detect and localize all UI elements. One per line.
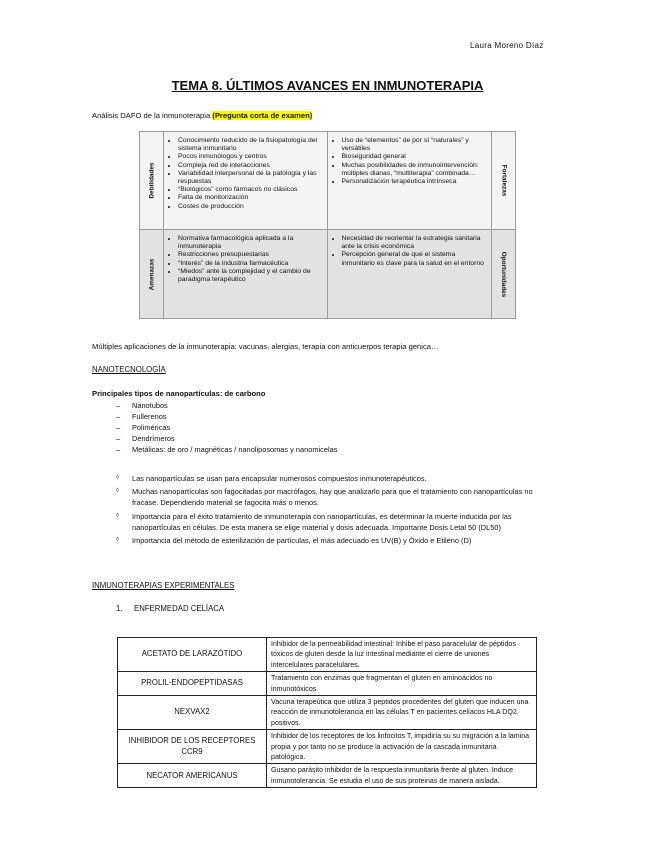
- list-item: • Costes de producción: [178, 203, 323, 211]
- nanotech-heading: NANOTECNOLOGÍA: [92, 365, 166, 374]
- list-item: – Nanotubos: [116, 400, 337, 411]
- list-item: • “Biológicos” como fármacos no clásicos: [178, 186, 323, 194]
- dafo-fortalezas: [328, 132, 492, 230]
- table-row: [118, 696, 537, 730]
- list-item: • “Interés” de la industria farmacéutica: [178, 260, 323, 268]
- nano-types-title: Principales tipos de nanopartículas: de carbono: [92, 389, 266, 398]
- nano-types-list: [116, 400, 337, 455]
- list-item: – Fullerenos: [116, 411, 337, 422]
- dafo-oportunidades: [328, 230, 492, 318]
- list-item: ◊ Importancia del método de esterilización de partículas, el más adecuado es UV(B) y Óxido e Etileno (D): [116, 535, 540, 546]
- table-row: [118, 638, 537, 672]
- dafo-label-fortalezas: Fortalezas: [491, 132, 515, 230]
- list-item: • Necesidad de reorientar la estrategia sanitaria ante la crisis económica: [342, 235, 488, 251]
- therapy-name: NEXVAX2: [118, 696, 267, 730]
- therapy-name: ACETATO DE LARAZÓTIDO: [118, 638, 267, 672]
- therapy-name: PROLIL-ENDOPEPTIDASAS: [118, 672, 267, 696]
- list-item: • “Miedos” ante la complejidad y el cambio de paradigma terapéutico: [178, 268, 323, 284]
- therapy-name: INHIBIDOR DE LOS RECEPTORES CCR9: [118, 730, 267, 764]
- list-item: • Restricciones presupuestarias: [178, 251, 323, 259]
- list-item: • Muchas posibilidades de inmunointervención: múltiples dianas, “multiterapia” combinada…: [342, 162, 488, 178]
- list-item: ◊ Importancia para el éxito tratamiento de inmunoterapia con nanopartículas, es determinar la muerte inducida por las nanopartículas en células. De esta manera se elige material y dosis adecuada. Importante Dosis Letal 50 (DL50): [116, 511, 540, 533]
- author-name: Laura Moreno Díaz: [470, 41, 544, 50]
- list-item: ◊ Las nanopartículas se usan para encapsular numerosos compuestos inmunoterapéuticos.: [116, 473, 540, 484]
- list-item: • Pocos inmunólogos y centros: [178, 153, 323, 161]
- dafo-amenazas: [164, 230, 328, 318]
- therapy-description: Gusano parásito inhibidor de la respuesta inmunitaria frente al gluten. Induce inmunotolerancia. Se estudia el uso de sus proteinas de manera aislada.: [267, 764, 537, 788]
- list-item: • Falta de monitorización: [178, 194, 323, 202]
- table-row: [118, 672, 537, 696]
- dafo-intro: [92, 111, 312, 120]
- nano-notes-list: [116, 473, 540, 548]
- therapy-name: NECATOR AMERICANUS: [118, 764, 267, 788]
- page-title: TEMA 8. ÚLTIMOS AVANCES EN INMUNOTERAPIA: [171, 78, 484, 93]
- dafo-matrix: [139, 131, 516, 319]
- list-item: • Normativa farmacológica aplicada a la inmunoterapia: [178, 235, 323, 251]
- list-item: – Poliméricas: [116, 422, 337, 433]
- list-item: • Variabilidad interpersonal de la patología y las respuestas: [178, 170, 323, 186]
- celiac-item-label: ENFERMEDAD CELÍACA: [134, 604, 225, 613]
- list-item: – Dendrímeros: [116, 433, 337, 444]
- therapy-description: Inhibidor de los receptores de los linfocitos T, impidiría su su migración a la lamina propia y por tanto no se produce la activación de la cascada inmunitaria patológica.: [267, 730, 537, 764]
- therapy-description: Vacuna terapeútica que utiliza 3 peptidos procedentes del gluten que inducen una reacción de inmunotolerancia en las células T en pacientes celíacos HLA DQ2 positivos.: [267, 696, 537, 730]
- experimental-heading: INMUNOTERAPIAS EXPERIMENTALES: [92, 581, 235, 590]
- list-item: – Metálicas: de oro / magnéticas / nanoliposomas y nanomicelas: [116, 444, 337, 455]
- therapy-description: Inhibidor de la permeabilidad intestinal: Inhibe el paso paracelular de péptidos tóxicos de gluten desde la luz intestinal mediante el cierre de uniones intercelulares paracelulares.: [267, 638, 537, 672]
- list-item: • Percepción general de que el sistema inmunitario es clave para la salud en el entorno: [342, 251, 488, 267]
- list-item: • Uso de “elementos” de por sí “naturales” y versátiles: [342, 137, 488, 153]
- therapy-description: Tratamiento con enzimas que fragmentan el gluten en aminoácidos no inmunotóxicos: [267, 672, 537, 696]
- applications-text: Múltiples aplicaciones de la inmunoterapia: vacunas, alergias, terapia con anticuerpos terapia genica…: [92, 342, 439, 351]
- dafo-label-oportunidades: Oportunidades: [491, 230, 515, 318]
- dafo-label-amenazas: Amenazas: [140, 230, 164, 318]
- table-row: [118, 764, 537, 788]
- list-item: • Compleja red de interacciones: [178, 162, 323, 170]
- list-item: • Bioseguridad general: [342, 153, 488, 161]
- dafo-label-debilidades: Debilidades: [140, 132, 164, 230]
- exam-highlight: (Pregunta corta de examen): [212, 111, 313, 120]
- dafo-debilidades: [164, 132, 328, 230]
- list-item: ◊ Muchas nanopartículas son fagocitadas por macrófagos, hay que analizarlo para que el tratamiento con nanopartículas no fracase. Dependiendo material se fagocita más o menos.: [116, 486, 540, 508]
- list-item: • Conocimiento reducido de la fisiopatología del sistema inmunitario: [178, 137, 323, 153]
- celiac-therapies-table: [117, 637, 537, 788]
- table-row: [118, 730, 537, 764]
- list-item: • Personalización terapéutica intrínseca: [342, 178, 488, 186]
- celiac-item-number: 1.: [116, 604, 123, 613]
- celiac-item: [116, 604, 224, 613]
- dafo-intro-text: Análisis DAFO de la inmunoterapia: [92, 111, 213, 120]
